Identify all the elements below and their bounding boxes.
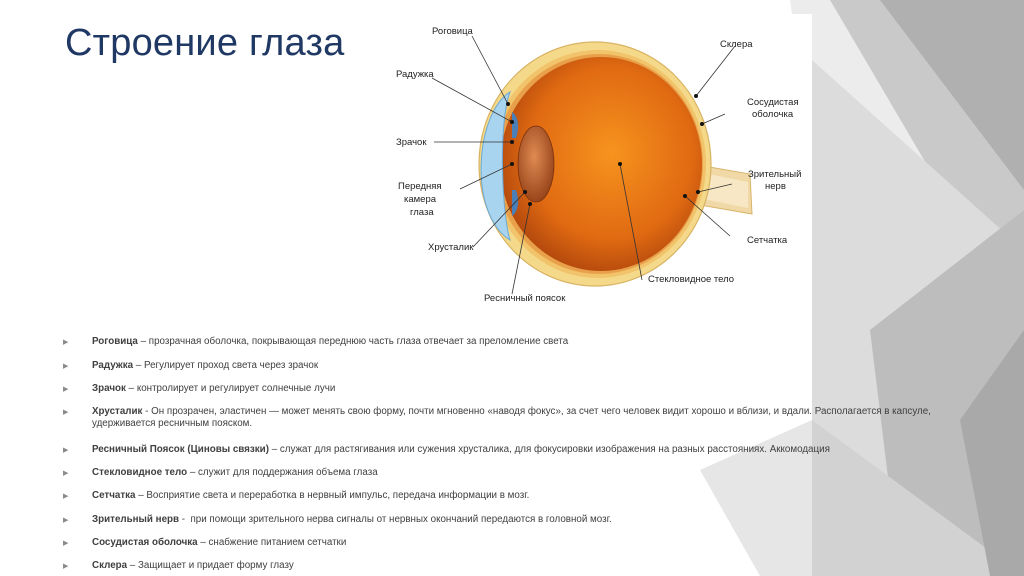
label-lens: Хрусталик [428,242,474,253]
bullet-arrow-icon: ▶ [63,339,69,346]
bullet-separator: – [197,537,209,548]
bullet-term: Роговица [92,336,138,347]
bullet-term: Склера [92,560,128,571]
label-choroid-2: оболочка [752,109,794,120]
label-retina: Сетчатка [747,235,788,246]
label-vitreous: Стекловидное тело [648,274,735,285]
bullet-term: Ресничный Поясок (Циновы связки) [92,444,269,455]
bullet-term: Стекловидное тело [92,467,188,478]
bullet-term: Радужка [92,360,134,371]
bullet-separator: – [125,383,137,394]
label-optic-nerve-2: нерв [765,181,786,192]
bullet-arrow-icon: ▶ [63,517,69,524]
label-choroid-1: Сосудистая [747,97,799,108]
list-item [63,360,962,372]
bullet-separator: – [137,336,149,347]
bullet-separator: - [142,406,152,417]
bullet-description: служит для поддержания объема глаза [198,467,378,478]
bullet-separator: – [187,467,198,478]
label-ciliary-zonule: Ресничный поясок [484,293,566,304]
bullet-description: Защищает и придает форму глазу [137,560,294,571]
eye-structure-diagram [380,14,812,314]
bullet-separator: – [127,560,138,571]
list-item [63,490,962,502]
label-optic-nerve-1: Зрительный [748,169,802,180]
bullet-arrow-icon: ▶ [63,386,69,393]
bullet-arrow-icon: ▶ [63,363,69,370]
list-item [63,467,962,479]
bullet-description: снабжение питанием сетчатки [208,537,347,548]
label-pupil: Зрачок [396,137,427,148]
bullet-description: Регулирует проход света через зрачок [143,360,319,371]
list-item [63,406,962,430]
bullet-description: при помощи зрительного нерва сигналы от нервных окончаний передаются в головной мозг. [187,514,612,525]
bullet-term: Сосудистая оболочка [92,537,198,548]
list-item [63,514,962,526]
label-anterior-chamber-3: глаза [410,207,434,218]
slide-title: Строение глаза [65,22,345,64]
list-item [63,537,962,549]
lens-shape [518,126,554,202]
list-item [63,444,962,456]
bullet-term: Хрусталик [92,406,143,417]
bullet-description: служат для растягивания или сужения хрусталика, для фокусировки изображения на разных расстояниях. Аккомодация [279,444,830,455]
bullet-arrow-icon: ▶ [63,493,69,500]
bullet-separator: – [268,444,280,455]
bullet-description: Он прозрачен, эластичен — может менять свою форму, почти мгновенно «наводя фокус», за счет чего человек видит хорошо и вблизи, и вдали. Располагается в капсуле, удерживается ресничным пояском. [92,406,934,429]
bullet-arrow-icon: ▶ [63,470,69,477]
label-anterior-chamber-1: Передняя [398,181,442,192]
bullet-arrow-icon: ▶ [63,563,69,570]
bullet-description: Восприятие света и переработка в нервный импульс, передача информации в мозг. [146,490,530,501]
list-item [63,560,962,572]
bullet-arrow-icon: ▶ [63,409,69,416]
bullet-separator: – [133,360,144,371]
bullet-separator: - [179,514,188,525]
label-iris: Радужка [396,69,434,80]
bullet-term: Зрачок [92,383,126,394]
bullet-separator: – [135,490,147,501]
label-sclera: Склера [720,39,753,50]
bullet-arrow-icon: ▶ [63,540,69,547]
label-anterior-chamber-2: камера [404,194,437,205]
bullet-description: контролирует и регулирует солнечные лучи [136,383,336,394]
bullet-description: прозрачная оболочка, покрывающая переднюю часть глаза отвечает за преломление света [148,336,569,347]
bullet-arrow-icon: ▶ [63,447,69,454]
label-cornea: Роговица [432,26,473,37]
list-item [63,383,962,395]
bullet-term: Зрительный нерв [92,514,180,525]
bullet-term: Сетчатка [92,490,136,501]
list-item [63,336,962,348]
